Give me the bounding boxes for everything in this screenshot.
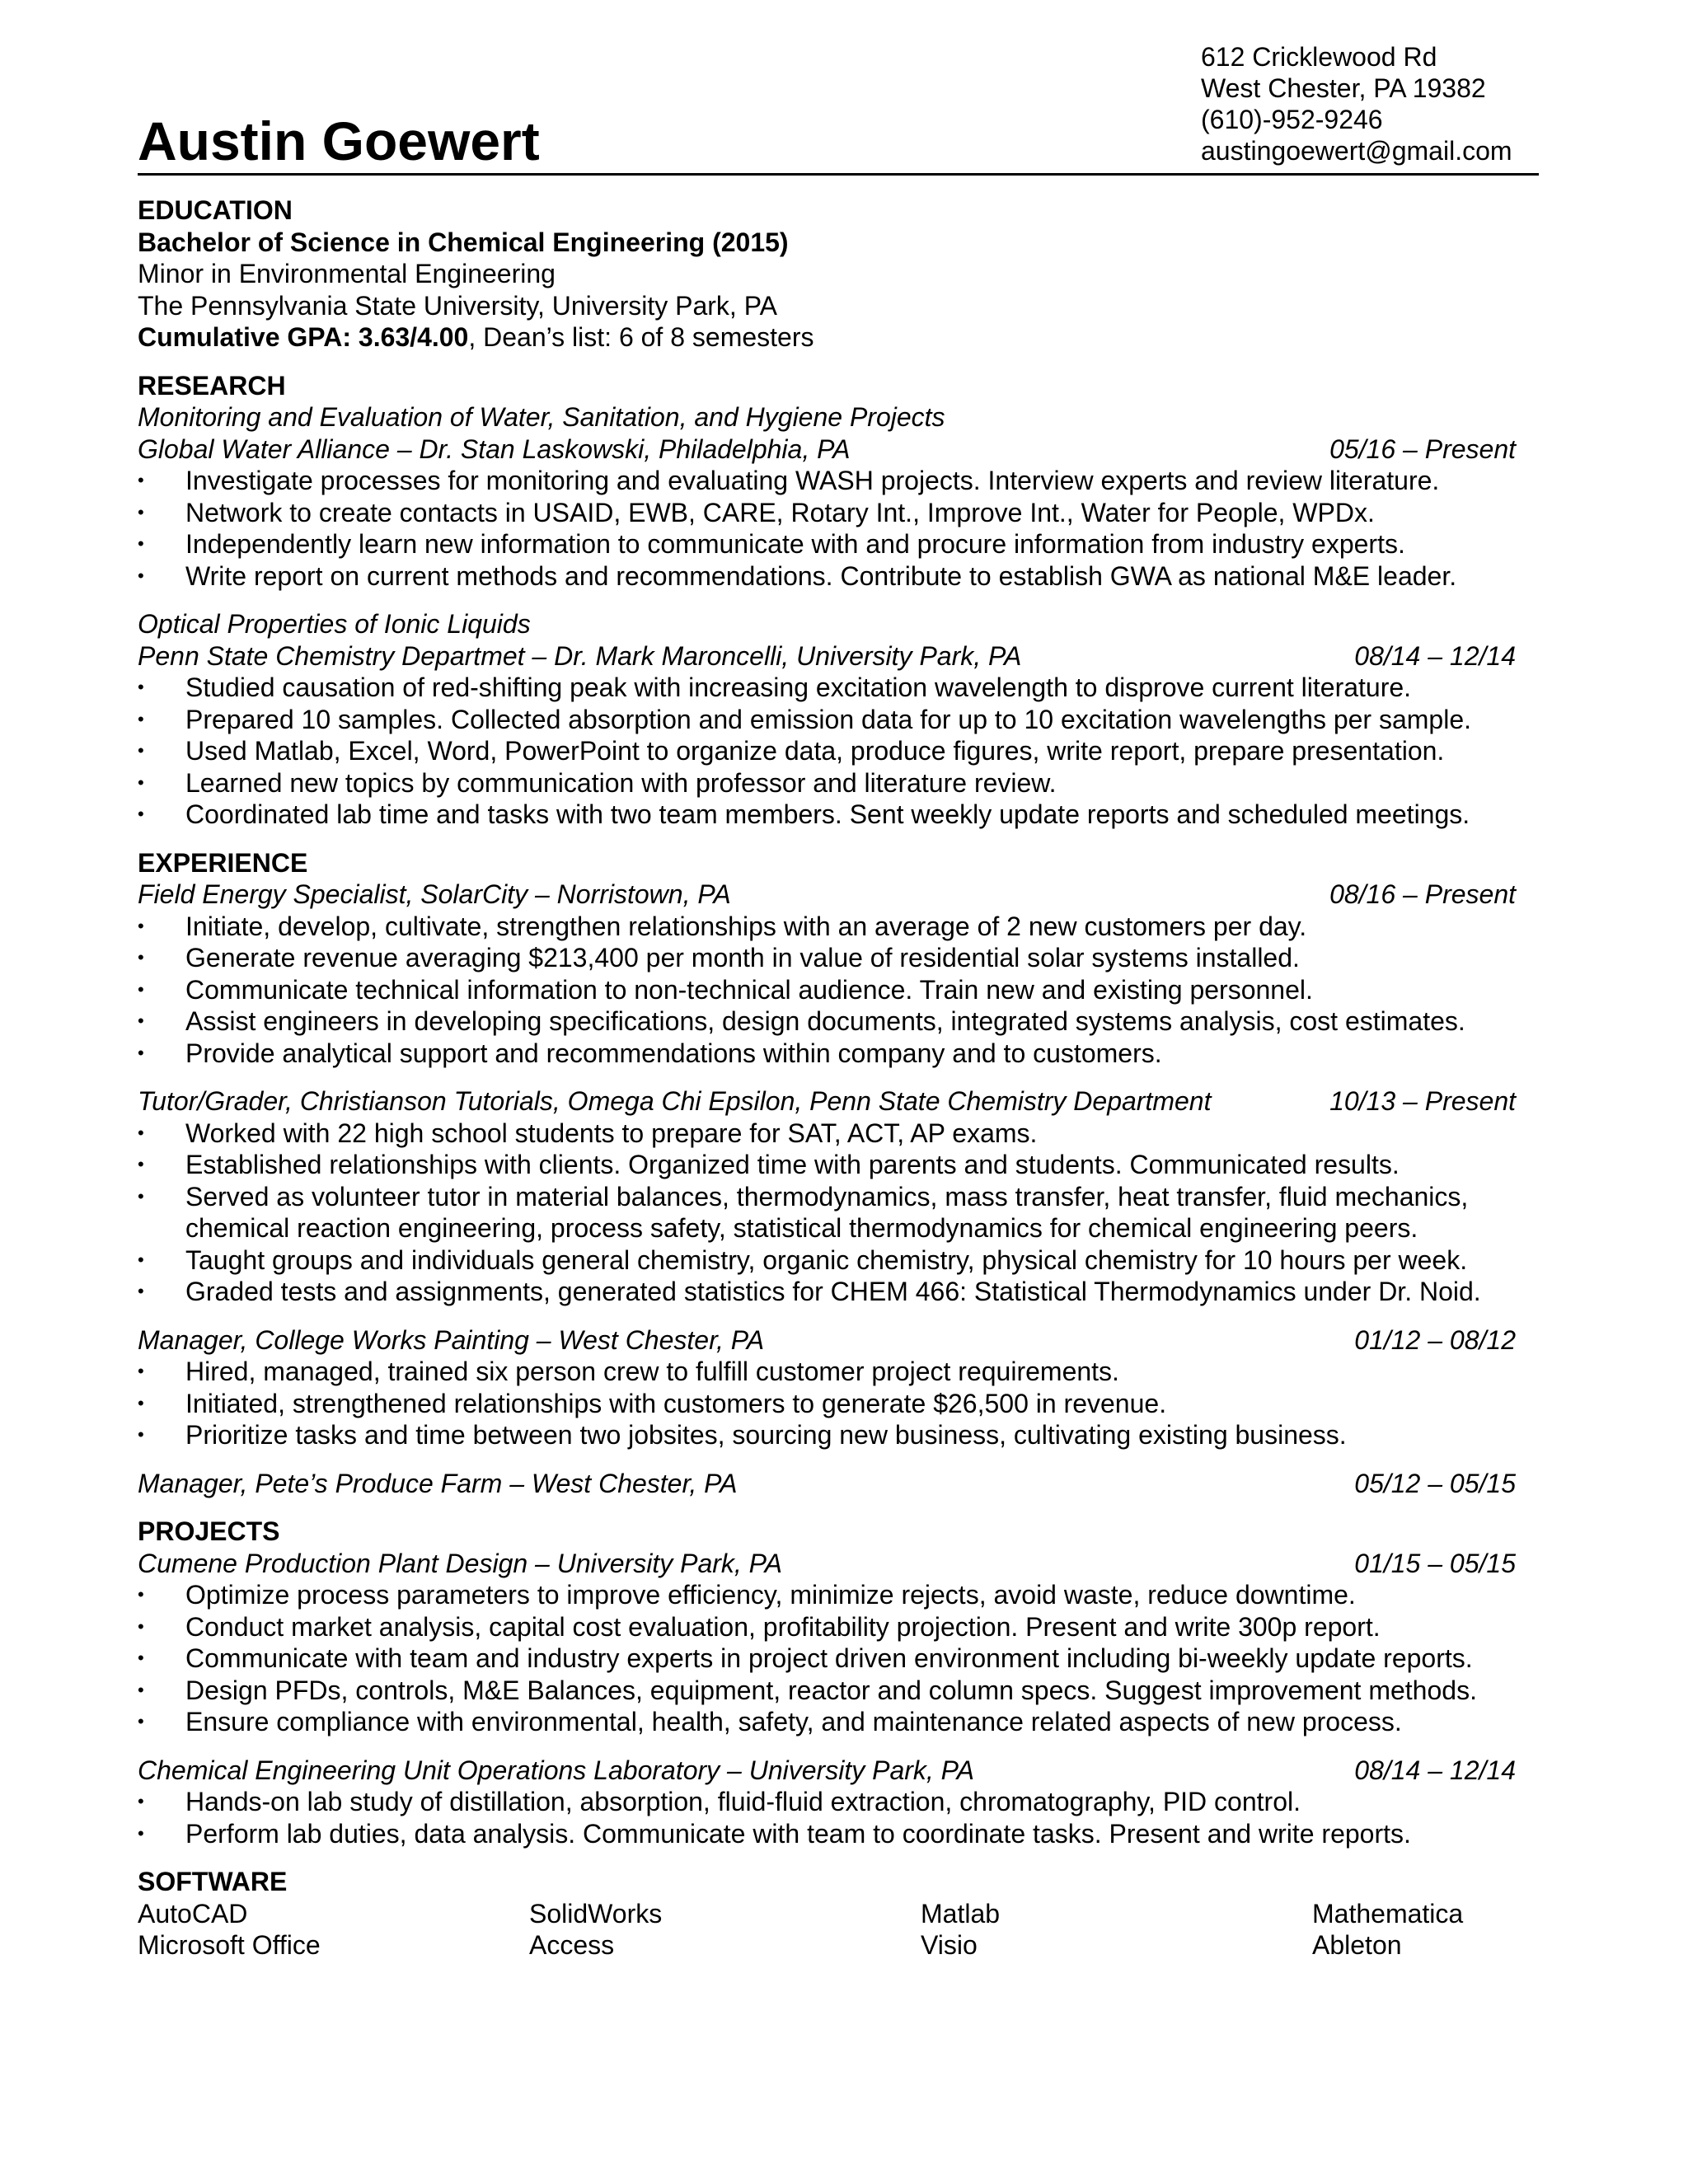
experience-entry <box>138 1324 1524 1451</box>
software-item: Access <box>529 1930 615 1960</box>
software-item: Matlab <box>921 1898 1001 1929</box>
bullet-item: • Used Matlab, Excel, Word, PowerPoint to organize data, produce figures, write report, prepare presentation. <box>138 735 1524 767</box>
role-row <box>138 1468 1524 1500</box>
bullet-item: • Prioritize tasks and time between two jobsites, sourcing new business, cultivating existing business. <box>138 1419 1524 1451</box>
role-title: Manager, Pete’s Produce Farm – West Chester, PA <box>138 1468 738 1498</box>
bullet-item: • Prepared 10 samples. Collected absorption and emission data for up to 10 excitation wavelengths per sample. <box>138 704 1524 736</box>
degree: Bachelor of Science in Chemical Engineering (2015) <box>138 227 789 257</box>
projects-section <box>138 1516 1524 1849</box>
bullet-item: • Generate revenue averaging $213,400 per month in value of residential solar systems installed. <box>138 942 1524 974</box>
research-list <box>138 401 1524 831</box>
bullet-item: • Coordinated lab time and tasks with two team members. Sent weekly update reports and scheduled meetings. <box>138 799 1524 831</box>
software-section <box>138 1866 1524 1961</box>
software-item: Microsoft Office <box>138 1930 321 1960</box>
role-row <box>138 879 1524 911</box>
bullet-item: • Investigate processes for monitoring and evaluating WASH projects. Interview experts and review literature. <box>138 465 1524 497</box>
role-title: Cumene Production Plant Design – University Park, PA <box>138 1548 782 1578</box>
organization-row <box>138 434 1524 466</box>
date-range: 01/12 – 08/12 <box>1354 1324 1516 1355</box>
software-item: SolidWorks <box>529 1898 663 1929</box>
projects-entry <box>138 1755 1524 1850</box>
header-divider <box>138 173 1539 176</box>
bullet-item: • Communicate technical information to non-technical audience. Train new and existing personnel. <box>138 974 1524 1006</box>
resume-header <box>138 41 1539 177</box>
role-row <box>138 1324 1524 1357</box>
software-item: Ableton <box>1312 1930 1402 1960</box>
bullet-item: • Communicate with team and industry experts in project driven environment including bi-weekly update reports. <box>138 1643 1524 1675</box>
phone-number: (610)-952-9246 <box>1201 105 1383 134</box>
bullet-item: • Independently learn new information to communicate with and procure information from industry experts. <box>138 528 1524 560</box>
bullet-item: • Served as volunteer tutor in material balances, thermodynamics, mass transfer, heat transfer, fluid mechanics, chemical reaction engineering, process safety, statistical thermodynamics for chemical engineering peers. <box>138 1181 1524 1244</box>
bullet-item: • Perform lab duties, data analysis. Communicate with team to coordinate tasks. Present and write reports. <box>138 1818 1524 1850</box>
school: The Pennsylvania State University, University Park, PA <box>138 290 777 321</box>
bullet-list <box>138 465 1524 592</box>
contact-block <box>1201 41 1512 166</box>
bullet-item: • Initiated, strengthened relationships with customers to generate $26,500 in revenue. <box>138 1388 1524 1420</box>
address-line-1: 612 Cricklewood Rd <box>1201 42 1437 72</box>
minor: Minor in Environmental Engineering <box>138 259 556 288</box>
section-heading: EXPERIENCE <box>138 847 308 878</box>
organization-row <box>138 640 1524 673</box>
date-range: 08/16 – Present <box>1329 879 1516 909</box>
bullet-list <box>138 1579 1524 1738</box>
bullet-list <box>138 672 1524 831</box>
bullet-list <box>138 1786 1524 1849</box>
gpa-label: Cumulative GPA: 3.63/4.00 <box>138 322 469 352</box>
email-address: austingoewert@gmail.com <box>1201 136 1512 166</box>
role-row <box>138 1755 1524 1787</box>
section-heading: PROJECTS <box>138 1516 280 1546</box>
research-section <box>138 370 1524 831</box>
gpa-line <box>138 321 1524 354</box>
bullet-item: • Initiate, develop, cultivate, strengthen relationships with an average of 2 new customers per day. <box>138 911 1524 943</box>
bullet-item: • Studied causation of red-shifting peak with increasing excitation wavelength to disprove current literature. <box>138 672 1524 704</box>
bullet-item: • Network to create contacts in USAID, EWB, CARE, Rotary Int., Improve Int., Water for People, WPDx. <box>138 497 1524 529</box>
bullet-list <box>138 911 1524 1070</box>
address-line-2: West Chester, PA 19382 <box>1201 73 1486 103</box>
project-title: Optical Properties of Ionic Liquids <box>138 609 531 639</box>
software-item: AutoCAD <box>138 1898 248 1929</box>
bullet-item: • Graded tests and assignments, generated statistics for CHEM 466: Statistical Thermodynamics under Dr. Noid. <box>138 1276 1524 1308</box>
organization: Penn State Chemistry Departmet – Dr. Mark Maroncelli, University Park, PA <box>138 640 1022 671</box>
bullet-list <box>138 1118 1524 1308</box>
bullet-item: • Provide analytical support and recommendations within company and to customers. <box>138 1038 1524 1070</box>
date-range: 08/14 – 12/14 <box>1354 1755 1516 1785</box>
date-range: 10/13 – Present <box>1329 1086 1516 1116</box>
bullet-item: • Assist engineers in developing specifications, design documents, integrated systems analysis, cost estimates. <box>138 1005 1524 1038</box>
software-grid <box>138 1898 1524 1961</box>
role-row <box>138 1548 1524 1580</box>
software-item: Mathematica <box>1312 1898 1464 1929</box>
experience-list <box>138 879 1524 1499</box>
deans-list: , Dean’s list: 6 of 8 semesters <box>468 322 814 352</box>
bullet-item: • Established relationships with clients. Organized time with parents and students. Communicated results. <box>138 1149 1524 1181</box>
bullet-item: • Ensure compliance with environmental, health, safety, and maintenance related aspects of new process. <box>138 1706 1524 1738</box>
bullet-item: • Hired, managed, trained six person crew to fulfill customer project requirements. <box>138 1356 1524 1388</box>
bullet-item: • Design PFDs, controls, M&E Balances, equipment, reactor and column specs. Suggest improvement methods. <box>138 1675 1524 1707</box>
education-section <box>138 194 1524 354</box>
bullet-item: • Taught groups and individuals general chemistry, organic chemistry, physical chemistry for 10 hours per week. <box>138 1244 1524 1277</box>
bullet-item: • Learned new topics by communication with professor and literature review. <box>138 767 1524 799</box>
bullet-item: • Optimize process parameters to improve efficiency, minimize rejects, avoid waste, reduce downtime. <box>138 1579 1524 1611</box>
project-title: Monitoring and Evaluation of Water, Sanitation, and Hygiene Projects <box>138 402 945 432</box>
date-range: 01/15 – 05/15 <box>1354 1548 1516 1578</box>
role-title: Field Energy Specialist, SolarCity – Norristown, PA <box>138 879 731 909</box>
experience-entry <box>138 879 1524 1069</box>
role-title: Tutor/Grader, Christianson Tutorials, Omega Chi Epsilon, Penn State Chemistry Department <box>138 1086 1212 1116</box>
section-heading: EDUCATION <box>138 195 293 225</box>
bullet-item: • Worked with 22 high school students to prepare for SAT, ACT, AP exams. <box>138 1118 1524 1150</box>
date-range: 05/12 – 05/15 <box>1354 1468 1516 1498</box>
organization: Global Water Alliance – Dr. Stan Laskowski, Philadelphia, PA <box>138 434 851 464</box>
bullet-list <box>138 1356 1524 1451</box>
date-range: 08/14 – 12/14 <box>1354 640 1516 671</box>
role-row <box>138 1085 1524 1118</box>
section-heading: SOFTWARE <box>138 1867 288 1896</box>
projects-entry <box>138 1548 1524 1738</box>
experience-section <box>138 847 1524 1500</box>
date-range: 05/16 – Present <box>1329 434 1516 464</box>
candidate-name: Austin Goewert <box>138 110 540 171</box>
section-heading: RESEARCH <box>138 370 286 401</box>
research-entry <box>138 401 1524 592</box>
role-title: Chemical Engineering Unit Operations Laboratory – University Park, PA <box>138 1755 974 1785</box>
resume-body <box>138 194 1524 1978</box>
role-title: Manager, College Works Painting – West Chester, PA <box>138 1324 765 1355</box>
projects-list <box>138 1548 1524 1850</box>
research-entry <box>138 608 1524 831</box>
bullet-item: • Write report on current methods and recommendations. Contribute to establish GWA as national M&E leader. <box>138 560 1524 593</box>
experience-entry <box>138 1085 1524 1308</box>
bullet-item: • Conduct market analysis, capital cost evaluation, profitability projection. Present and write 300p report. <box>138 1611 1524 1643</box>
software-item: Visio <box>921 1930 978 1960</box>
bullet-item: • Hands-on lab study of distillation, absorption, fluid-fluid extraction, chromatography, PID control. <box>138 1786 1524 1818</box>
experience-entry <box>138 1468 1524 1500</box>
